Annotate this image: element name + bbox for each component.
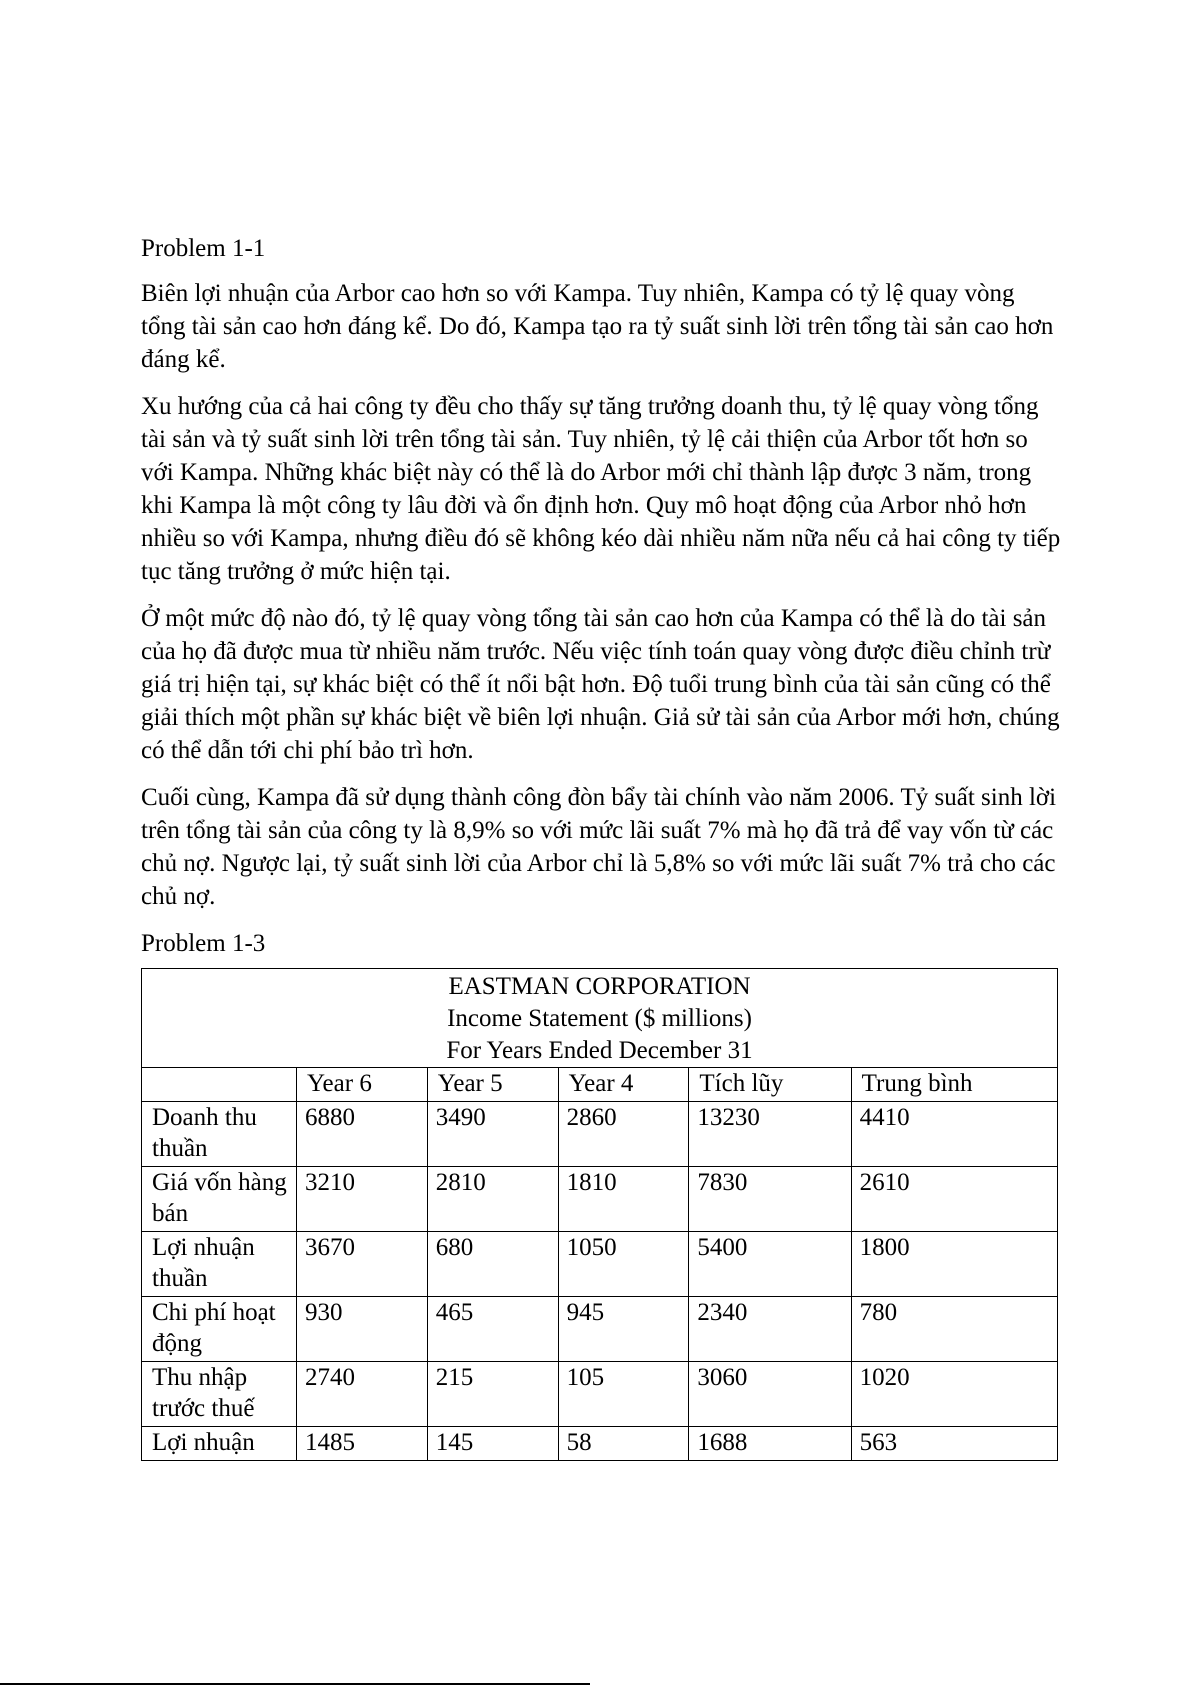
table-cell: 563 — [851, 1427, 1057, 1461]
column-header: Trung bình — [851, 1068, 1057, 1102]
table-row — [142, 1232, 1058, 1297]
income-statement-table — [141, 968, 1058, 1461]
problem-1-1-heading: Problem 1-1 — [141, 235, 266, 262]
table-row — [142, 1427, 1058, 1461]
table-header-row — [142, 1068, 1058, 1102]
table-cell: 215 — [427, 1362, 558, 1427]
table-cell: 105 — [558, 1362, 689, 1427]
paragraph: Xu hướng của cả hai công ty đều cho thấy sự tăng trưởng doanh thu, tỷ lệ quay vòng tổng tài sản và tỷ suất sinh lời trên tổng tài sản. Tuy nhiên, tỷ lệ cải thiện của Arbor tốt hơn so với Kampa. Những khác biệt này có thể là do Arbor mới chỉ thành lập được 3 năm, trong khi Kampa là một công ty lâu đời và ổn định hơn. Quy mô hoạt động của Arbor nhỏ hơn nhiều so với Kampa, nhưng điều đó sẽ không kéo dài nhiều năm nữa nếu cả hai công ty tiếp tục tăng trưởng ở mức hiện tại. — [141, 393, 1061, 585]
table-cell: 1485 — [297, 1427, 428, 1461]
row-label: Thu nhập trước thuế — [142, 1362, 297, 1427]
column-header: Year 5 — [427, 1068, 558, 1102]
paragraph: Cuối cùng, Kampa đã sử dụng thành công đòn bẩy tài chính vào năm 2006. Tỷ suất sinh lời trên tổng tài sản của công ty là 8,9% so với mức lãi suất 7% mà họ đã trả để vay vốn từ các chủ nợ. Ngược lại, tỷ suất sinh lời của Arbor chỉ là 5,8% so với mức lãi suất 7% trả cho các chủ nợ. — [141, 784, 1057, 910]
row-label: Giá vốn hàng bán — [142, 1167, 297, 1232]
column-header — [142, 1068, 297, 1102]
table-cell: 2610 — [851, 1167, 1057, 1232]
table-cell: 145 — [427, 1427, 558, 1461]
table-cell: 2340 — [689, 1297, 851, 1362]
table-cell: 1020 — [851, 1362, 1057, 1427]
company-name: EASTMAN CORPORATION — [448, 973, 751, 1000]
document-body — [141, 232, 1061, 1461]
table-title-row — [142, 969, 1058, 1068]
table-cell: 6880 — [297, 1102, 428, 1167]
row-label: Lợi nhuận — [142, 1427, 297, 1461]
column-header: Tích lũy — [689, 1068, 851, 1102]
table-cell: 680 — [427, 1232, 558, 1297]
table-cell: 7830 — [689, 1167, 851, 1232]
table-row — [142, 1297, 1058, 1362]
table-cell: 3210 — [297, 1167, 428, 1232]
table-cell: 465 — [427, 1297, 558, 1362]
table-cell: 2860 — [558, 1102, 689, 1167]
table-row — [142, 1102, 1058, 1167]
table-cell: 2740 — [297, 1362, 428, 1427]
statement-period: For Years Ended December 31 — [446, 1037, 753, 1064]
column-header: Year 4 — [558, 1068, 689, 1102]
table-cell: 3490 — [427, 1102, 558, 1167]
paragraph: Ở một mức độ nào đó, tỷ lệ quay vòng tổng tài sản cao hơn của Kampa có thể là do tài sản của họ đã được mua từ nhiều năm trước. Nếu việc tính toán quay vòng được điều chỉnh trừ giá trị hiện tại, sự khác biệt có thể ít nổi bật hơn. Độ tuổi trung bình của tài sản cũng có thể giải thích một phần sự khác biệt về biên lợi nhuận. Giả sử tài sản của Arbor mới hơn, chúng có thể dẫn tới chi phí bảo trì hơn. — [141, 605, 1060, 764]
table-cell: 2810 — [427, 1167, 558, 1232]
paragraph: Biên lợi nhuận của Arbor cao hơn so với Kampa. Tuy nhiên, Kampa có tỷ lệ quay vòng tổng tài sản cao hơn đáng kể. Do đó, Kampa tạo ra tỷ suất sinh lời trên tổng tài sản cao hơn đáng kể. — [141, 280, 1054, 373]
problem-1-3-heading: Problem 1-3 — [141, 930, 266, 957]
column-header: Year 6 — [297, 1068, 428, 1102]
table-row — [142, 1167, 1058, 1232]
row-label: Lợi nhuận thuần — [142, 1232, 297, 1297]
table-cell: 1800 — [851, 1232, 1057, 1297]
table-cell: 5400 — [689, 1232, 851, 1297]
table-title — [142, 969, 1058, 1068]
table-cell: 945 — [558, 1297, 689, 1362]
statement-name: Income Statement ($ millions) — [447, 1005, 752, 1032]
table-cell: 1050 — [558, 1232, 689, 1297]
table-row — [142, 1362, 1058, 1427]
table-cell: 3670 — [297, 1232, 428, 1297]
table-cell: 930 — [297, 1297, 428, 1362]
table-cell: 1810 — [558, 1167, 689, 1232]
table-cell: 58 — [558, 1427, 689, 1461]
row-label: Chi phí hoạt động — [142, 1297, 297, 1362]
row-label: Doanh thu thuần — [142, 1102, 297, 1167]
table-cell: 780 — [851, 1297, 1057, 1362]
table-cell: 13230 — [689, 1102, 851, 1167]
table-cell: 4410 — [851, 1102, 1057, 1167]
table-cell: 1688 — [689, 1427, 851, 1461]
table-cell: 3060 — [689, 1362, 851, 1427]
